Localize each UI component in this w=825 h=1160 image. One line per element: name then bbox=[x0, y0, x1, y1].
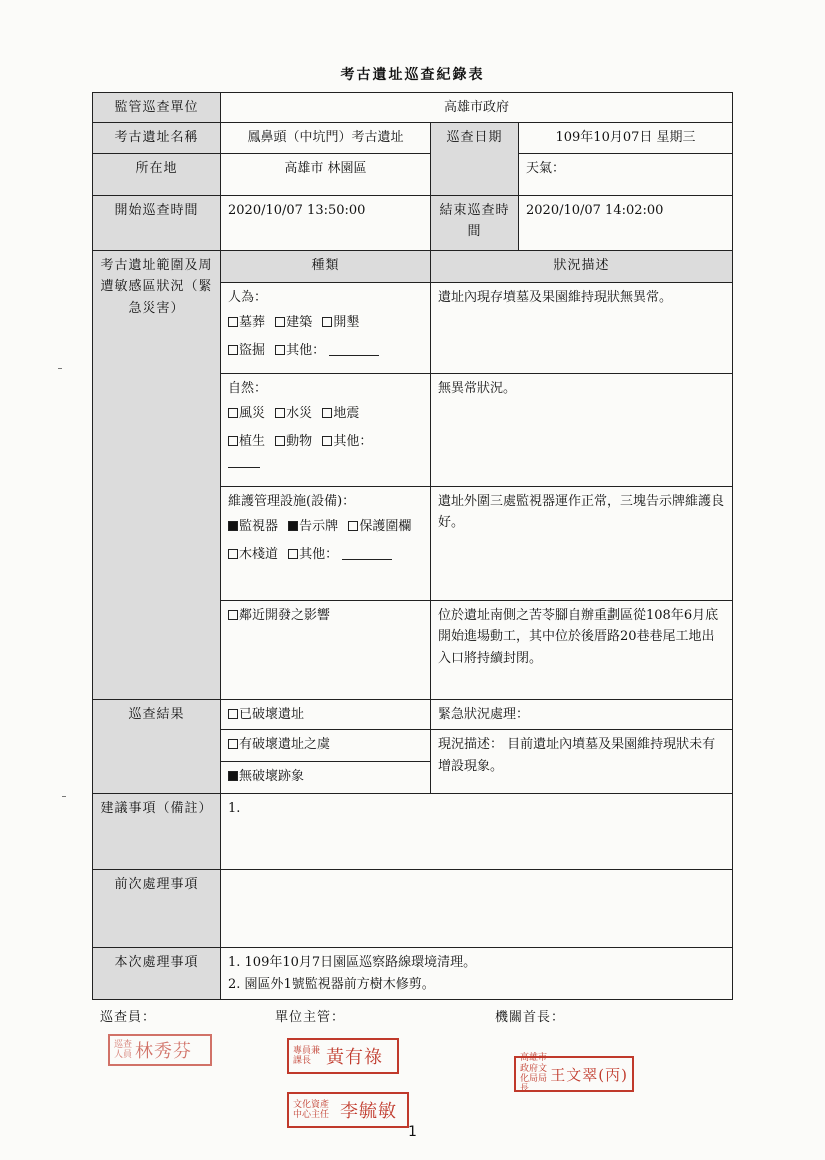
checkbox-icon bbox=[228, 610, 238, 620]
suggestion-value: 1. bbox=[221, 794, 733, 870]
checkbox-icon bbox=[275, 408, 285, 418]
page-number: 1 bbox=[408, 1124, 417, 1140]
emergency-field: 緊急狀況處理： bbox=[431, 699, 733, 729]
facility-desc: 遺址外圍三處監視器運作正常，三塊告示牌維護良好。 bbox=[431, 486, 733, 600]
blank-line bbox=[329, 343, 379, 356]
head-stamp: 高雄市政府文化局局長 王文翠(丙) bbox=[514, 1056, 634, 1092]
current-item-2: 2. 園區外1號監視器前方樹木修剪。 bbox=[228, 976, 435, 992]
center-stamp: 文化資產中心主任 李毓敏 bbox=[287, 1092, 409, 1128]
human-opt-other[interactable]: 其他： bbox=[275, 343, 379, 358]
date-value: 109年10月07日 星期三 bbox=[519, 123, 733, 153]
previous-label: 前次處理事項 bbox=[93, 870, 221, 948]
development-opt[interactable]: 鄰近開發之影響 bbox=[228, 608, 330, 623]
inspector-label: 巡查員： bbox=[100, 1010, 157, 1025]
nature-desc: 無異常狀況。 bbox=[431, 373, 733, 486]
blank-line bbox=[228, 455, 260, 468]
human-opt-building[interactable]: 建築 bbox=[275, 315, 312, 330]
checkbox-checked-icon bbox=[228, 771, 238, 781]
checkbox-icon bbox=[322, 408, 332, 418]
human-desc: 遺址內現存墳墓及果園維持現狀無異常。 bbox=[431, 282, 733, 373]
site-name-value: 鳳鼻頭（中坑門）考古遺址 bbox=[221, 123, 431, 153]
type-header: 種類 bbox=[221, 250, 431, 282]
facility-heading: 維護管理設施(設備)： bbox=[228, 493, 356, 509]
start-time-label: 開始巡查時間 bbox=[93, 195, 221, 250]
checkbox-icon bbox=[322, 317, 332, 327]
nature-opt-animal[interactable]: 動物 bbox=[275, 434, 312, 449]
facility-opt-other[interactable]: 其他： bbox=[288, 547, 392, 562]
checkbox-icon bbox=[228, 436, 238, 446]
development-cell bbox=[221, 600, 431, 699]
nature-opt-flood[interactable]: 水災 bbox=[275, 406, 312, 421]
checkbox-icon bbox=[275, 436, 285, 446]
weather-field: 天氣： bbox=[519, 153, 733, 195]
checkbox-icon bbox=[348, 521, 358, 531]
result-opt-destroyed[interactable]: 已破壞遺址 bbox=[221, 699, 431, 729]
previous-value bbox=[221, 870, 733, 948]
human-cell bbox=[221, 282, 431, 373]
checkbox-icon bbox=[228, 317, 238, 327]
human-opt-looting[interactable]: 盜掘 bbox=[228, 343, 265, 358]
unit-value: 高雄市政府 bbox=[221, 93, 733, 123]
end-time-label: 結束巡查時間 bbox=[431, 195, 519, 250]
checkbox-icon bbox=[228, 408, 238, 418]
blank-line bbox=[342, 547, 392, 560]
nature-opt-quake[interactable]: 地震 bbox=[322, 406, 359, 421]
current-status-desc: 現況描述： 目前遺址內墳墓及果園維持現狀未有增設現象。 bbox=[431, 730, 733, 794]
facility-opt-sign[interactable]: 告示牌 bbox=[288, 519, 338, 534]
start-time-value: 2020/10/07 13:50:00 bbox=[221, 195, 431, 250]
checkbox-icon bbox=[228, 739, 238, 749]
checkbox-icon bbox=[228, 549, 238, 559]
human-heading: 人為： bbox=[228, 289, 268, 305]
development-desc: 位於遺址南側之苦苓腳自辦重劃區從108年6月底開始進場動工，其中位於後厝路20巷巷尾工地出入口將持續封閉。 bbox=[431, 600, 733, 699]
checkbox-checked-icon bbox=[288, 521, 298, 531]
date-label: 巡查日期 bbox=[431, 123, 519, 195]
checkbox-icon bbox=[322, 436, 332, 446]
human-opt-burial[interactable]: 墓葬 bbox=[228, 315, 265, 330]
supervisor-label: 單位主管： bbox=[275, 1010, 346, 1025]
nature-opt-other[interactable]: 其他： bbox=[322, 434, 372, 449]
scan-mark bbox=[62, 796, 66, 797]
result-opt-risk[interactable]: 有破壞遺址之虞 bbox=[221, 730, 431, 762]
checkbox-icon bbox=[288, 549, 298, 559]
site-name-label: 考古遺址名稱 bbox=[93, 123, 221, 153]
facility-opt-fence[interactable]: 保護圍欄 bbox=[348, 519, 411, 534]
form-title: 考古遺址巡查紀錄表 bbox=[340, 67, 485, 83]
current-item-1: 1. 109年10月7日園區巡察路線環境清理。 bbox=[228, 955, 477, 971]
nature-opt-plant[interactable]: 植生 bbox=[228, 434, 265, 449]
scan-mark bbox=[58, 368, 62, 369]
supervisor-stamp: 專員兼課長 黃有祿 bbox=[287, 1038, 399, 1074]
end-time-value: 2020/10/07 14:02:00 bbox=[519, 195, 733, 250]
nature-cell bbox=[221, 373, 431, 486]
location-label: 所在地 bbox=[93, 153, 221, 195]
nature-opt-wind[interactable]: 風災 bbox=[228, 406, 265, 421]
nature-heading: 自然： bbox=[228, 380, 268, 396]
location-value: 高雄市 林園區 bbox=[221, 153, 431, 195]
facility-opt-boardwalk[interactable]: 木棧道 bbox=[228, 547, 278, 562]
head-label: 機關首長： bbox=[495, 1010, 566, 1025]
human-opt-reclaim[interactable]: 開墾 bbox=[322, 315, 359, 330]
facility-cell bbox=[221, 486, 431, 600]
current-items-label: 本次處理事項 bbox=[93, 948, 221, 1000]
desc-header: 狀況描述 bbox=[431, 250, 733, 282]
status-section-label: 考古遺址範圍及周遭敏感區狀況（緊急災害） bbox=[93, 250, 221, 699]
checkbox-icon bbox=[228, 345, 238, 355]
checkbox-icon bbox=[275, 345, 285, 355]
result-opt-none[interactable]: 無破壞跡象 bbox=[221, 762, 431, 794]
checkbox-icon bbox=[275, 317, 285, 327]
inspection-form bbox=[92, 92, 733, 1000]
result-label: 巡查結果 bbox=[93, 699, 221, 793]
inspector-stamp: 巡查人員 林秀芬 bbox=[108, 1034, 212, 1066]
checkbox-checked-icon bbox=[228, 521, 238, 531]
current-items-cell bbox=[221, 948, 733, 1000]
unit-label: 監管巡查單位 bbox=[93, 93, 221, 123]
suggestion-label: 建議事項（備註） bbox=[93, 794, 221, 870]
facility-opt-camera[interactable]: 監視器 bbox=[228, 519, 278, 534]
checkbox-icon bbox=[228, 709, 238, 719]
